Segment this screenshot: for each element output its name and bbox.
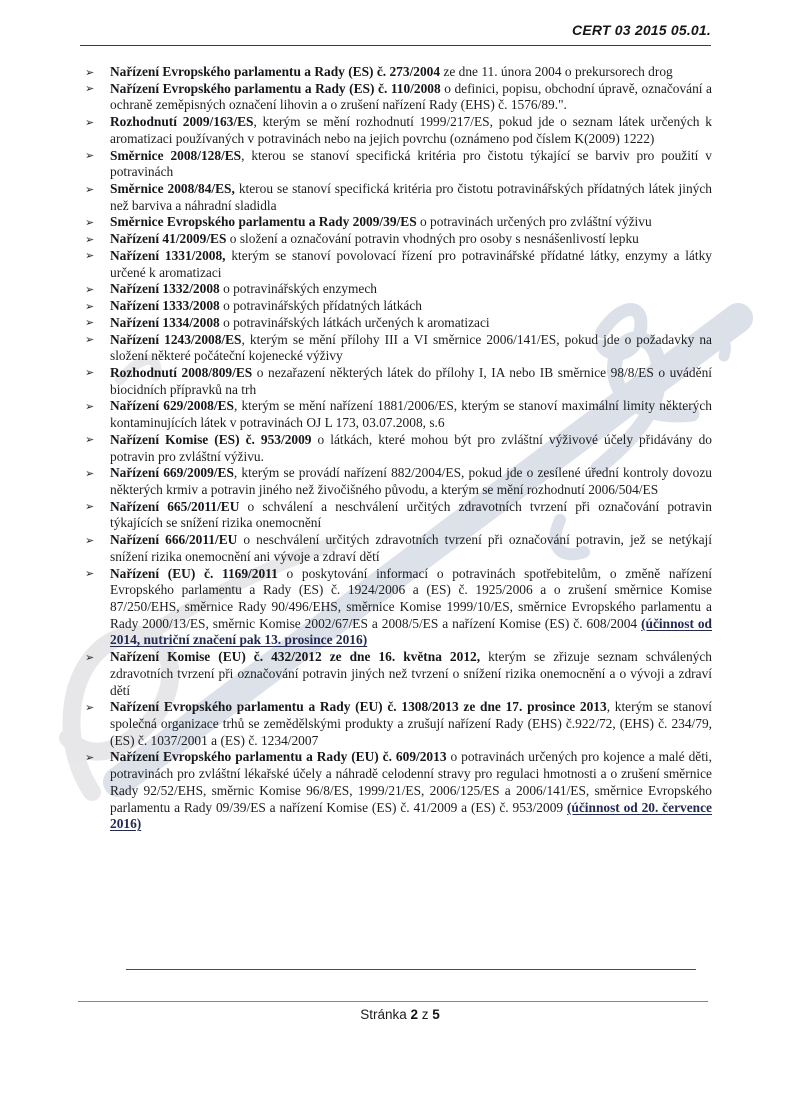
item-bold-text: Nařízení 1333/2008 [110,298,220,314]
arrow-bullet-icon: ➢ [85,567,95,581]
item-regular-text: o definici, popisu, obchodní úpravě, označování a ochraně zeměpisných označení lihovin a o zrušení nařízení Rady (EHS) č. 1576/89.". [110,80,713,113]
arrow-bullet-icon: ➢ [85,466,95,480]
item-bold-text: Nařízení 1243/2008/ES [110,331,242,347]
list-item [80,281,712,298]
list-item [80,749,712,833]
arrow-bullet-icon: ➢ [85,333,95,346]
arrow-bullet-icon: ➢ [85,750,95,764]
item-regular-text: kterým se zřizuje seznam schválených zdravotních tvrzení při označování potravin jiných než tvrzení o snížení rizika onemocnění a o vývoji a zdraví dětí [110,649,712,698]
item-regular-text: , kterým se mění rozhodnutí 1999/217/ES, pokud jde o seznam látek určených k aromatizaci používaných v potravinách nebo na jejich povrchu (oznámeno pod číslem K(2009) 1222) [110,114,712,146]
item-bold-text: Nařízení 629/2008/ES [110,398,234,414]
item-bold-text: Nařízení 1331/2008, [110,247,226,263]
item-regular-text: o potravinách určených pro kojence a malé děti, potravinách pro zvláštní lékařské účely a náhradě celodenní stravy pro regulaci hmotnosti a o zrušení směrnice Rady 92/52/EHS, směrnic Komise 96/8/ES, 1999/21/ES, 2006/125/ES a 2006/141/ES, směrnice Evropského parlamentu a Rady 09/39/ES a nařízení Komise (ES) č. 41/2009 a (ES) č. 953/2009 [110,749,712,815]
arrow-bullet-icon: ➢ [85,316,95,330]
list-item [80,181,712,214]
item-bold-text: Nařízení Evropského parlamentu a Rady (ES) č. 273/2004 [110,64,441,79]
item-underline-text: (účinnost od 2014, nutriční značení pak 13. prosince 2016) [110,615,712,648]
of-word: z [421,1007,429,1022]
arrow-bullet-icon: ➢ [85,399,95,413]
list-item [80,699,712,749]
item-regular-text: o látkách, které mohou být pro zvláštní výživové účely přidávány do potravin pro zvláštní výživu. [110,431,712,464]
item-bold-text: Nařízení 669/2009/ES [110,465,234,481]
item-regular-text: o potravinách určených pro zvláštní výživu [416,214,652,230]
list-item [80,432,712,465]
arrow-bullet-icon: ➢ [85,232,95,246]
arrow-bullet-icon: ➢ [85,149,95,163]
arrow-bullet-icon: ➢ [85,65,95,79]
arrow-bullet-icon: ➢ [85,115,95,129]
list-item [80,214,712,231]
list-item [80,532,712,565]
page-word: Stránka [360,1007,407,1022]
item-bold-text: Směrnice 2008/84/ES, [110,181,235,197]
page-number-value: 2 [410,1007,418,1022]
item-regular-text: , kterým se provádí nařízení 882/2004/ES, pokud jde o zesílené úřední kontroly dovozu některých krmiv a potravin jiného než živočišného původu, a kterým se mění rozhodnutí 2006/504/ES [110,465,712,497]
closing-rule [126,969,696,970]
list-item [80,315,712,332]
list-item [80,81,712,114]
arrow-bullet-icon: ➢ [85,366,95,380]
item-bold-text: Nařízení 1334/2008 [110,314,220,330]
item-regular-text: ze dne 11. února 2004 o prekursorech drog [440,64,673,79]
item-regular-text: , kterou se stanoví specifická kritéria pro čistotu týkající se barviv pro použití v potravinách [110,147,712,180]
regulation-list [80,64,712,833]
arrow-bullet-icon: ➢ [85,182,95,196]
arrow-bullet-icon: ➢ [85,500,95,514]
item-regular-text: o potravinářských přídatných látkách [219,298,422,314]
arrow-bullet-icon: ➢ [85,433,95,447]
item-bold-text: Rozhodnutí 2009/163/ES [110,114,254,130]
item-bold-text: Nařízení (EU) č. 1169/2011 [110,565,278,581]
item-bold-text: Nařízení Evropského parlamentu a Rady (EU) č. 609/2013 [110,749,447,765]
item-bold-text: Nařízení 665/2011/EU [110,498,240,514]
page-number-label [0,1007,800,1022]
item-bold-text: Nařízení Evropského parlamentu a Rady (ES) č. 110/2008 [110,80,441,96]
list-item [80,566,712,650]
arrow-bullet-icon: ➢ [85,215,95,229]
item-bold-text: Směrnice 2008/128/ES [110,147,242,163]
list-item [80,465,712,498]
list-item [80,248,712,281]
header-doc-code: CERT 03 2015 05.01. [572,22,711,38]
item-bold-text: Nařízení Komise (EU) č. 432/2012 ze dne 16. května 2012, [110,649,481,665]
item-regular-text: o nezařazení některých látek do přílohy I, IA nebo IB směrnice 98/8/ES o uvádění biocidních přípravků na trh [110,364,712,397]
list-item [80,332,712,365]
list-item [80,114,712,147]
arrow-bullet-icon: ➢ [85,249,95,263]
arrow-bullet-icon: ➢ [85,650,95,664]
item-regular-text: o potravinářských enzymech [219,281,377,297]
list-item [80,64,712,81]
list-item [80,365,712,398]
arrow-bullet-icon: ➢ [85,282,95,296]
item-bold-text: Rozhodnutí 2008/809/ES [110,364,253,380]
footer-rule [78,1001,708,1002]
item-regular-text: o schválení a neschválení určitých zdravotních tvrzení při označování potravin týkajících se snížení rizika onemocnění [110,498,712,531]
total-pages-value: 5 [432,1007,440,1022]
item-bold-text: Nařízení 41/2009/ES [110,231,227,247]
list-item [80,398,712,431]
list-item [80,298,712,315]
list-item [80,148,712,181]
arrow-bullet-icon: ➢ [85,299,95,313]
arrow-bullet-icon: ➢ [85,700,95,714]
item-regular-text: o poskytování informací o potravinách spotřebitelům, o změně nařízení Evropského parlamentu a Rady (ES) č. 1924/2006 a (ES) č. 1925/2006 a o zrušení směrnice Komise 87/250/EHS, směrnice Rady 90/496/EHS, směrnice Komise 1999/10/ES, směrnice Evropského parlamentu a Rady 2000/13/ES, směrnic Komise 2002/67/ES a 2008/5/ES a nařízení Komise (ES) č. 608/2004 [110,565,712,631]
header-rule [80,45,711,46]
item-regular-text: , kterým se mění přílohy III a VI směrnice 2006/141/ES, pokud jde o požadavky na složení některé počáteční kojenecké výživy [110,331,712,364]
item-bold-text: Nařízení 1332/2008 [110,281,220,297]
item-regular-text: kterým se stanoví povolovací řízení pro potravinářské přídatné látky, enzymy a látky určené k aromatizaci [110,247,712,280]
list-item [80,231,712,248]
item-underline-text: (účinnost od 20. července 2016) [110,799,712,832]
arrow-bullet-icon: ➢ [85,533,95,547]
item-regular-text: , kterým se mění nařízení 1881/2006/ES, kterým se stanoví maximální limity některých kontaminujících látek v potravinách OJ L 173, 03.07.2008, s.6 [110,398,712,431]
item-regular-text: o neschválení určitých zdravotních tvrzení při označování potravin, jež se netýkají snížení rizika onemocnění ani vývoje a zdraví dětí [110,532,712,564]
item-bold-text: Nařízení Evropského parlamentu a Rady (EU) č. 1308/2013 ze dne 17. prosince 2013 [110,699,607,715]
item-bold-text: Směrnice Evropského parlamentu a Rady 2009/39/ES [110,214,417,230]
list-item [80,499,712,532]
item-regular-text: , kterým se stanoví společná organizace trhů se zemědělskými produkty a zrušují nařízení Rady (EHS) č.922/72, (EHS) č. 234/79, (ES) č. 1037/2001 a (ES) č. 1234/2007 [110,699,712,748]
item-regular-text: kterou se stanoví specifická kritéria pro čistotu potravinářských přídatných látek jiných než barviva a náhradní sladidla [110,181,713,213]
item-bold-text: Nařízení Komise (ES) č. 953/2009 [110,431,312,447]
item-regular-text: o potravinářských látkách určených k aromatizaci [219,314,490,330]
list-item [80,649,712,699]
arrow-bullet-icon: ➢ [85,82,95,96]
item-regular-text: o složení a označování potravin vhodných pro osoby s nesnášenlivostí lepku [226,231,639,247]
item-bold-text: Nařízení 666/2011/EU [110,532,238,548]
